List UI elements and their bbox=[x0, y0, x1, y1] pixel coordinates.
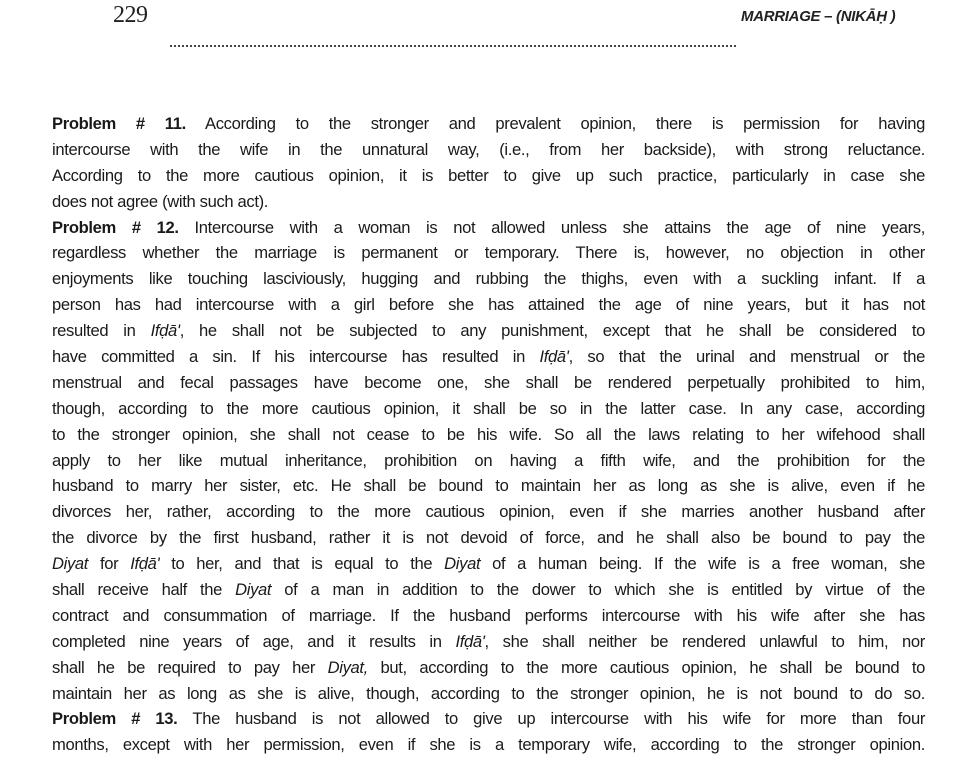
text-span: According to the more cautious opinion, it is better to give up such practice, particularly in case she bbox=[52, 165, 925, 185]
problem-heading: Problem # 11. bbox=[52, 114, 186, 133]
document-body bbox=[52, 111, 925, 758]
text-line bbox=[52, 629, 925, 655]
running-title: MARRIAGE – (NIKĀḤ ) bbox=[741, 8, 896, 25]
text-span: According to the stronger and prevalent opinion, there is permission for having bbox=[185, 114, 925, 133]
text-span: months, except with her permission, even if she is a temporary wife, according to the stronger opinion. bbox=[52, 735, 925, 755]
italic-term: Diyat bbox=[235, 580, 272, 600]
text-line bbox=[52, 525, 925, 551]
text-span: , so that the urinal and menstrual or the bbox=[568, 347, 925, 367]
text-span: enjoyments like touching lasciviously, hugging and rubbing the thighs, even with a suckling infant. If a bbox=[52, 269, 925, 289]
text-span: the divorce by the first husband, rather it is not devoid of force, and he shall also be bound to pay the bbox=[52, 528, 925, 548]
text-span: but, according to the more cautious opinion, he shall be bound to bbox=[367, 657, 925, 677]
text-line bbox=[52, 344, 925, 370]
page-number: 229 bbox=[113, 2, 148, 28]
text-line bbox=[52, 473, 925, 499]
text-span: , she shall neither be rendered unlawful to him, nor bbox=[484, 631, 925, 651]
text-line bbox=[52, 318, 925, 344]
text-line bbox=[52, 137, 925, 163]
text-span: does not agree (with such act). bbox=[52, 191, 269, 211]
text-span: menstrual and fecal passages have become one, she shall be rendered perpetually prohibited to him, bbox=[52, 372, 925, 392]
text-span: for bbox=[88, 554, 131, 574]
text-line bbox=[52, 266, 925, 292]
italic-term: Ifḍā' bbox=[539, 347, 569, 367]
text-span: divorces her, rather, according to the more cautious opinion, even if she marries another husband after bbox=[52, 502, 925, 522]
text-line bbox=[52, 577, 925, 603]
italic-term: Ifḍā' bbox=[130, 554, 160, 574]
text-line bbox=[52, 396, 925, 422]
text-line bbox=[52, 499, 925, 525]
text-line bbox=[52, 215, 925, 241]
text-span: husband to marry her sister, etc. He shall be bound to maintain her as long as she is alive, even if he bbox=[52, 476, 925, 496]
italic-term: Diyat bbox=[52, 554, 89, 574]
text-line bbox=[52, 732, 925, 758]
text-span: completed nine years of age, and it results in bbox=[52, 631, 456, 651]
italic-term: Diyat, bbox=[327, 657, 368, 677]
text-span: maintain her as long as she is alive, though, according to the stronger opinion, he is not bound to do so. bbox=[52, 683, 925, 703]
italic-term: Ifḍā' bbox=[455, 631, 485, 651]
text-line bbox=[52, 603, 925, 629]
text-span: to her, and that is equal to the bbox=[159, 554, 445, 574]
header-rule bbox=[170, 45, 736, 47]
text-span: intercourse with the wife in the unnatural way, (i.e., from her backside), with strong reluctance. bbox=[52, 139, 925, 159]
text-line bbox=[52, 706, 925, 732]
italic-term: Ifḍā' bbox=[150, 321, 180, 341]
text-line bbox=[52, 448, 925, 474]
text-span: regardless whether the marriage is permanent or temporary. There is, however, no objection in other bbox=[52, 243, 925, 263]
text-span: resulted in bbox=[52, 321, 151, 341]
text-span: to the stronger opinion, she shall not cease to be his wife. So all the laws relating to her wifehood shall bbox=[52, 424, 925, 444]
text-line bbox=[52, 681, 925, 707]
italic-term: Diyat bbox=[444, 554, 481, 574]
text-line bbox=[52, 551, 925, 577]
text-line bbox=[52, 292, 925, 318]
text-span: though, according to the more cautious opinion, it shall be so in the latter case. In any case, according bbox=[52, 398, 925, 418]
text-line bbox=[52, 163, 925, 189]
text-span: apply to her like mutual inheritance, prohibition on having a fifth wife, and the prohibition for the bbox=[52, 450, 925, 470]
text-line bbox=[52, 189, 925, 215]
text-span: , he shall not be subjected to any punishment, except that he shall be considered to bbox=[179, 321, 925, 341]
text-line bbox=[52, 370, 925, 396]
text-span: Intercourse with a woman is not allowed unless she attains the age of nine years, bbox=[178, 217, 926, 237]
problem-heading: Problem # 13. bbox=[52, 709, 178, 729]
text-line bbox=[52, 240, 925, 266]
text-span: contract and consummation of marriage. If the husband performs intercourse with his wife after she has bbox=[52, 605, 925, 625]
text-span: have committed a sin. If his intercourse has resulted in bbox=[52, 347, 540, 367]
text-span: shall receive half the bbox=[52, 580, 236, 600]
text-span: person has had intercourse with a girl before she has attained the age of nine years, but it has not bbox=[52, 295, 925, 315]
text-span: shall he be required to pay her bbox=[52, 657, 328, 677]
text-line bbox=[52, 655, 925, 681]
text-line bbox=[52, 111, 925, 137]
problem-heading: Problem # 12. bbox=[52, 217, 179, 237]
text-line bbox=[52, 422, 925, 448]
text-span: of a man in addition to the dower to which she is entitled by virtue of the bbox=[271, 580, 925, 600]
text-span: The husband is not allowed to give up intercourse with his wife for more than four bbox=[177, 709, 925, 729]
text-span: of a human being. If the wife is a free woman, she bbox=[480, 554, 925, 574]
